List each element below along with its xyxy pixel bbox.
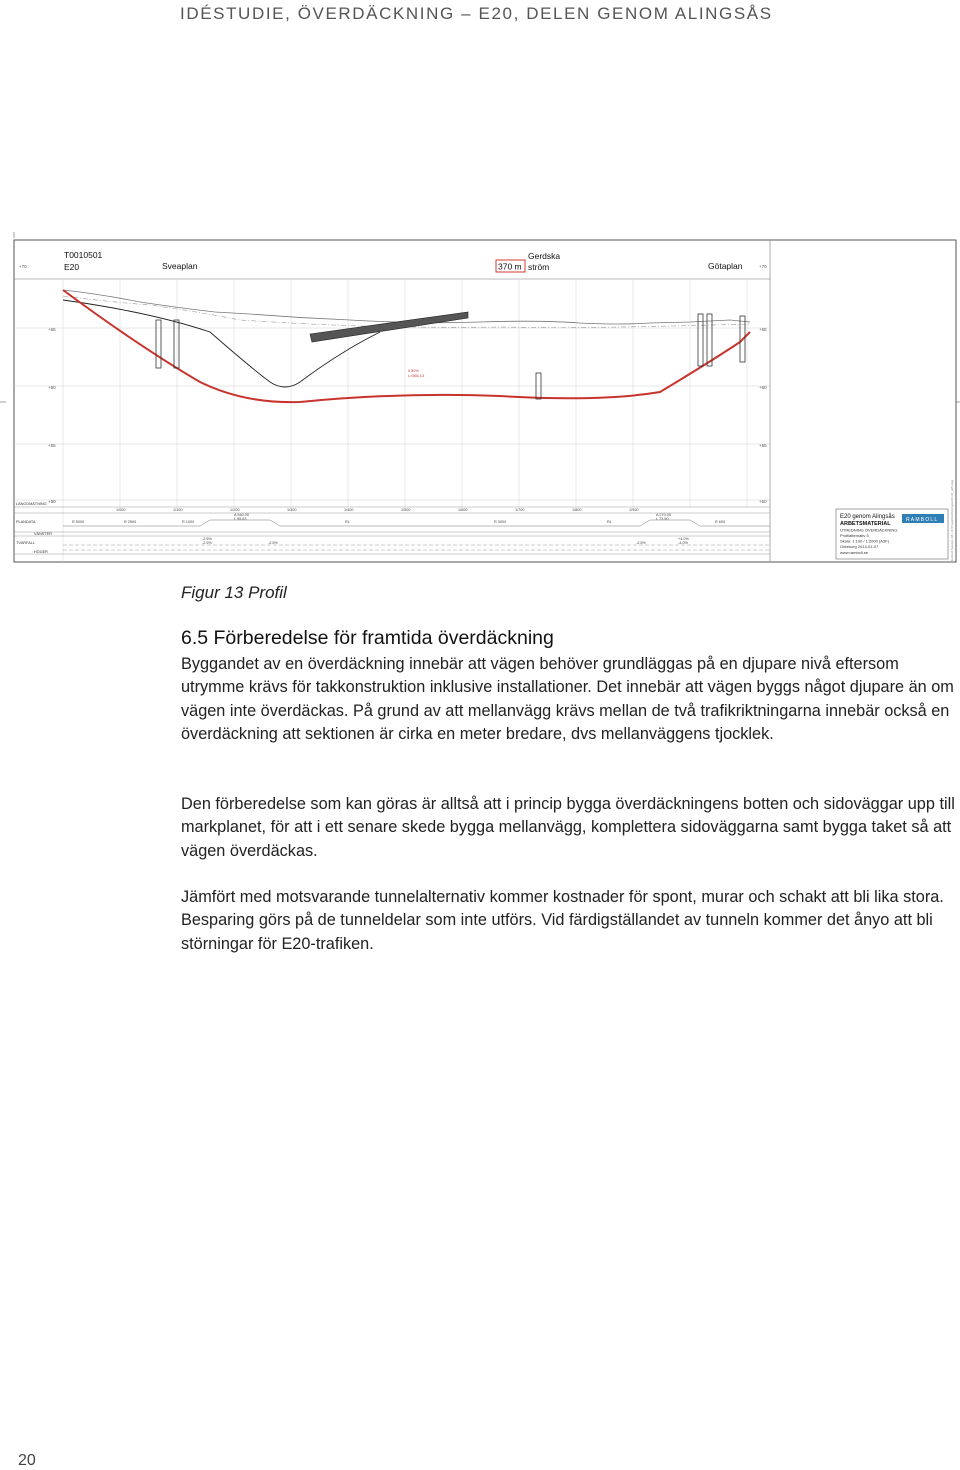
row-label: VÄNSTER bbox=[34, 532, 52, 536]
chainage-label: 1/000 bbox=[116, 508, 126, 512]
title-block-status: ARBETSMATERIAL bbox=[840, 521, 891, 527]
place-label-gotaplan: Götaplan bbox=[708, 261, 743, 271]
chainage-label: 1/900 bbox=[629, 508, 639, 512]
chainage-label: 1/200 bbox=[230, 508, 240, 512]
chainage-label: 1/600 bbox=[458, 508, 468, 512]
crossfall-value: -2.5% bbox=[202, 541, 212, 545]
drawing-frame bbox=[14, 240, 956, 562]
chainage-label: 1/800 bbox=[572, 508, 582, 512]
chainage-label: 1/700 bbox=[515, 508, 525, 512]
curve-parameter: L 73.50 bbox=[656, 517, 669, 521]
level-label: +60 bbox=[48, 385, 56, 390]
section-heading: 6.5 Förberedelse för framtida överdäckning bbox=[181, 627, 554, 649]
row-label: PLANDATA bbox=[16, 520, 36, 524]
paragraph: Den förberedelse som kan göras är alltså att i princip bygga överdäckningens botten och sidoväggar upp till markplanet, för att i ett senare skede bygga mellanvägg, komplettera sidoväggarna samt bygga taket så att vägen överdäckas. bbox=[181, 795, 955, 860]
title-block bbox=[836, 509, 948, 559]
grade-note: L=565.13 bbox=[408, 374, 424, 378]
curve-parameter: L 95.63 bbox=[234, 517, 247, 521]
paragraph: Byggandet av en överdäckning innebär att vägen behöver grundläggas på en djupare nivå eftersom utrymme krävs för takkonstruktion inklusive installationer. Det innebär att vägen byggs något djupare än om vägen inte överdäckas. På grund av att mellanvägg krävs mellan de två trafikriktningarna innebär också en överdäckning att sektionen är cirka en meter bredare, dvs mellanväggens tjocklek. bbox=[181, 655, 954, 743]
terrain-dip-line bbox=[63, 300, 380, 387]
level-label: +60 bbox=[759, 385, 767, 390]
drawing-road: E20 bbox=[64, 262, 80, 272]
crossfall-value: -2.5% bbox=[268, 541, 278, 545]
crossfall-value: +4.0% bbox=[678, 537, 689, 541]
place-label-sveaplan: Sveaplan bbox=[162, 261, 198, 271]
level-label: +55 bbox=[48, 443, 56, 448]
row-label: TVÄRFALL bbox=[16, 541, 35, 545]
page-header: IDÉSTUDIE, ÖVERDÄCKNING – E20, DELEN GENOM ALINGSÅS bbox=[180, 4, 773, 23]
ramboll-logo-text: RAMBOLL bbox=[906, 517, 939, 523]
chainage-label: 1/100 bbox=[173, 508, 183, 512]
title-block-project: E20 genom Alingsås bbox=[840, 514, 895, 520]
level-label: +50 bbox=[759, 499, 767, 504]
level-label: +65 bbox=[759, 327, 767, 332]
level-label: +70 bbox=[19, 264, 27, 269]
grade-note: 0.50% bbox=[408, 369, 419, 373]
bridge-deck-shape bbox=[310, 312, 468, 342]
figure-caption: Figur 13 Profil bbox=[181, 583, 287, 602]
level-label: +65 bbox=[48, 327, 56, 332]
page-number: 20 bbox=[18, 1452, 36, 1469]
place-label-gerdska: Gerdska bbox=[528, 251, 561, 261]
distance-label: 370 m bbox=[498, 261, 522, 272]
plan-radius: R 5000 bbox=[72, 520, 85, 524]
row-label: HÖGER bbox=[34, 550, 48, 554]
row-label: LÄNGDMÄTNING bbox=[16, 502, 47, 506]
level-lines bbox=[14, 328, 770, 500]
title-block-web: www.ramboll.se bbox=[840, 550, 869, 555]
place-label-strom: ström bbox=[528, 262, 550, 272]
curve-parameter: A 540.00 bbox=[234, 513, 249, 517]
profile-drawing bbox=[0, 232, 960, 572]
plan-radius: R 600 bbox=[715, 520, 726, 524]
plan-radius: R 3000 bbox=[494, 520, 507, 524]
chainage-label: 1/500 bbox=[401, 508, 411, 512]
chainage-label: 1/400 bbox=[344, 508, 354, 512]
plan-radius: R 2500 bbox=[124, 520, 137, 524]
plan-radius: RL bbox=[345, 520, 350, 524]
crossfall-value: -4.0% bbox=[678, 541, 688, 545]
title-block-scale: Skala: 1:100 / 1:2000 (A3F) bbox=[840, 538, 889, 544]
title-block-subject: UTREDNING ÖVERDÄCKNING bbox=[840, 527, 898, 533]
curve-parameter: A 270.00 bbox=[656, 513, 671, 517]
chainage-label: 1/300 bbox=[287, 508, 297, 512]
plan-radius: R 1000 bbox=[182, 520, 195, 524]
crossfall-value: -2.5% bbox=[202, 537, 212, 541]
proposed-profile-line bbox=[63, 290, 750, 402]
plan-radius: RL bbox=[607, 520, 612, 524]
title-block-date: Göteborg 2014-01-07 bbox=[840, 544, 879, 549]
title-block-item: Profilalternativ 5 bbox=[840, 533, 869, 538]
paragraph: Jämfört med motsvarande tunnelalternativ kommer kostnader för spont, murar och schakt att bli lika stora. Besparing görs på de tunneldelar som inte utförs. Vid färdigställandet av tunneln kommer det ånyo att bli störningar för E20-trafiken. bbox=[181, 888, 944, 953]
level-label: +50 bbox=[48, 499, 56, 504]
crossfall-value: -2.5% bbox=[636, 541, 646, 545]
drawing-code: T0010501 bbox=[64, 250, 103, 260]
side-note: Ramboll Sweden AB • R:\Projekt\E20\Alingsås\Profil_alt5.dwg bbox=[950, 479, 954, 562]
level-label: +55 bbox=[759, 443, 767, 448]
level-label: +70 bbox=[759, 264, 767, 269]
